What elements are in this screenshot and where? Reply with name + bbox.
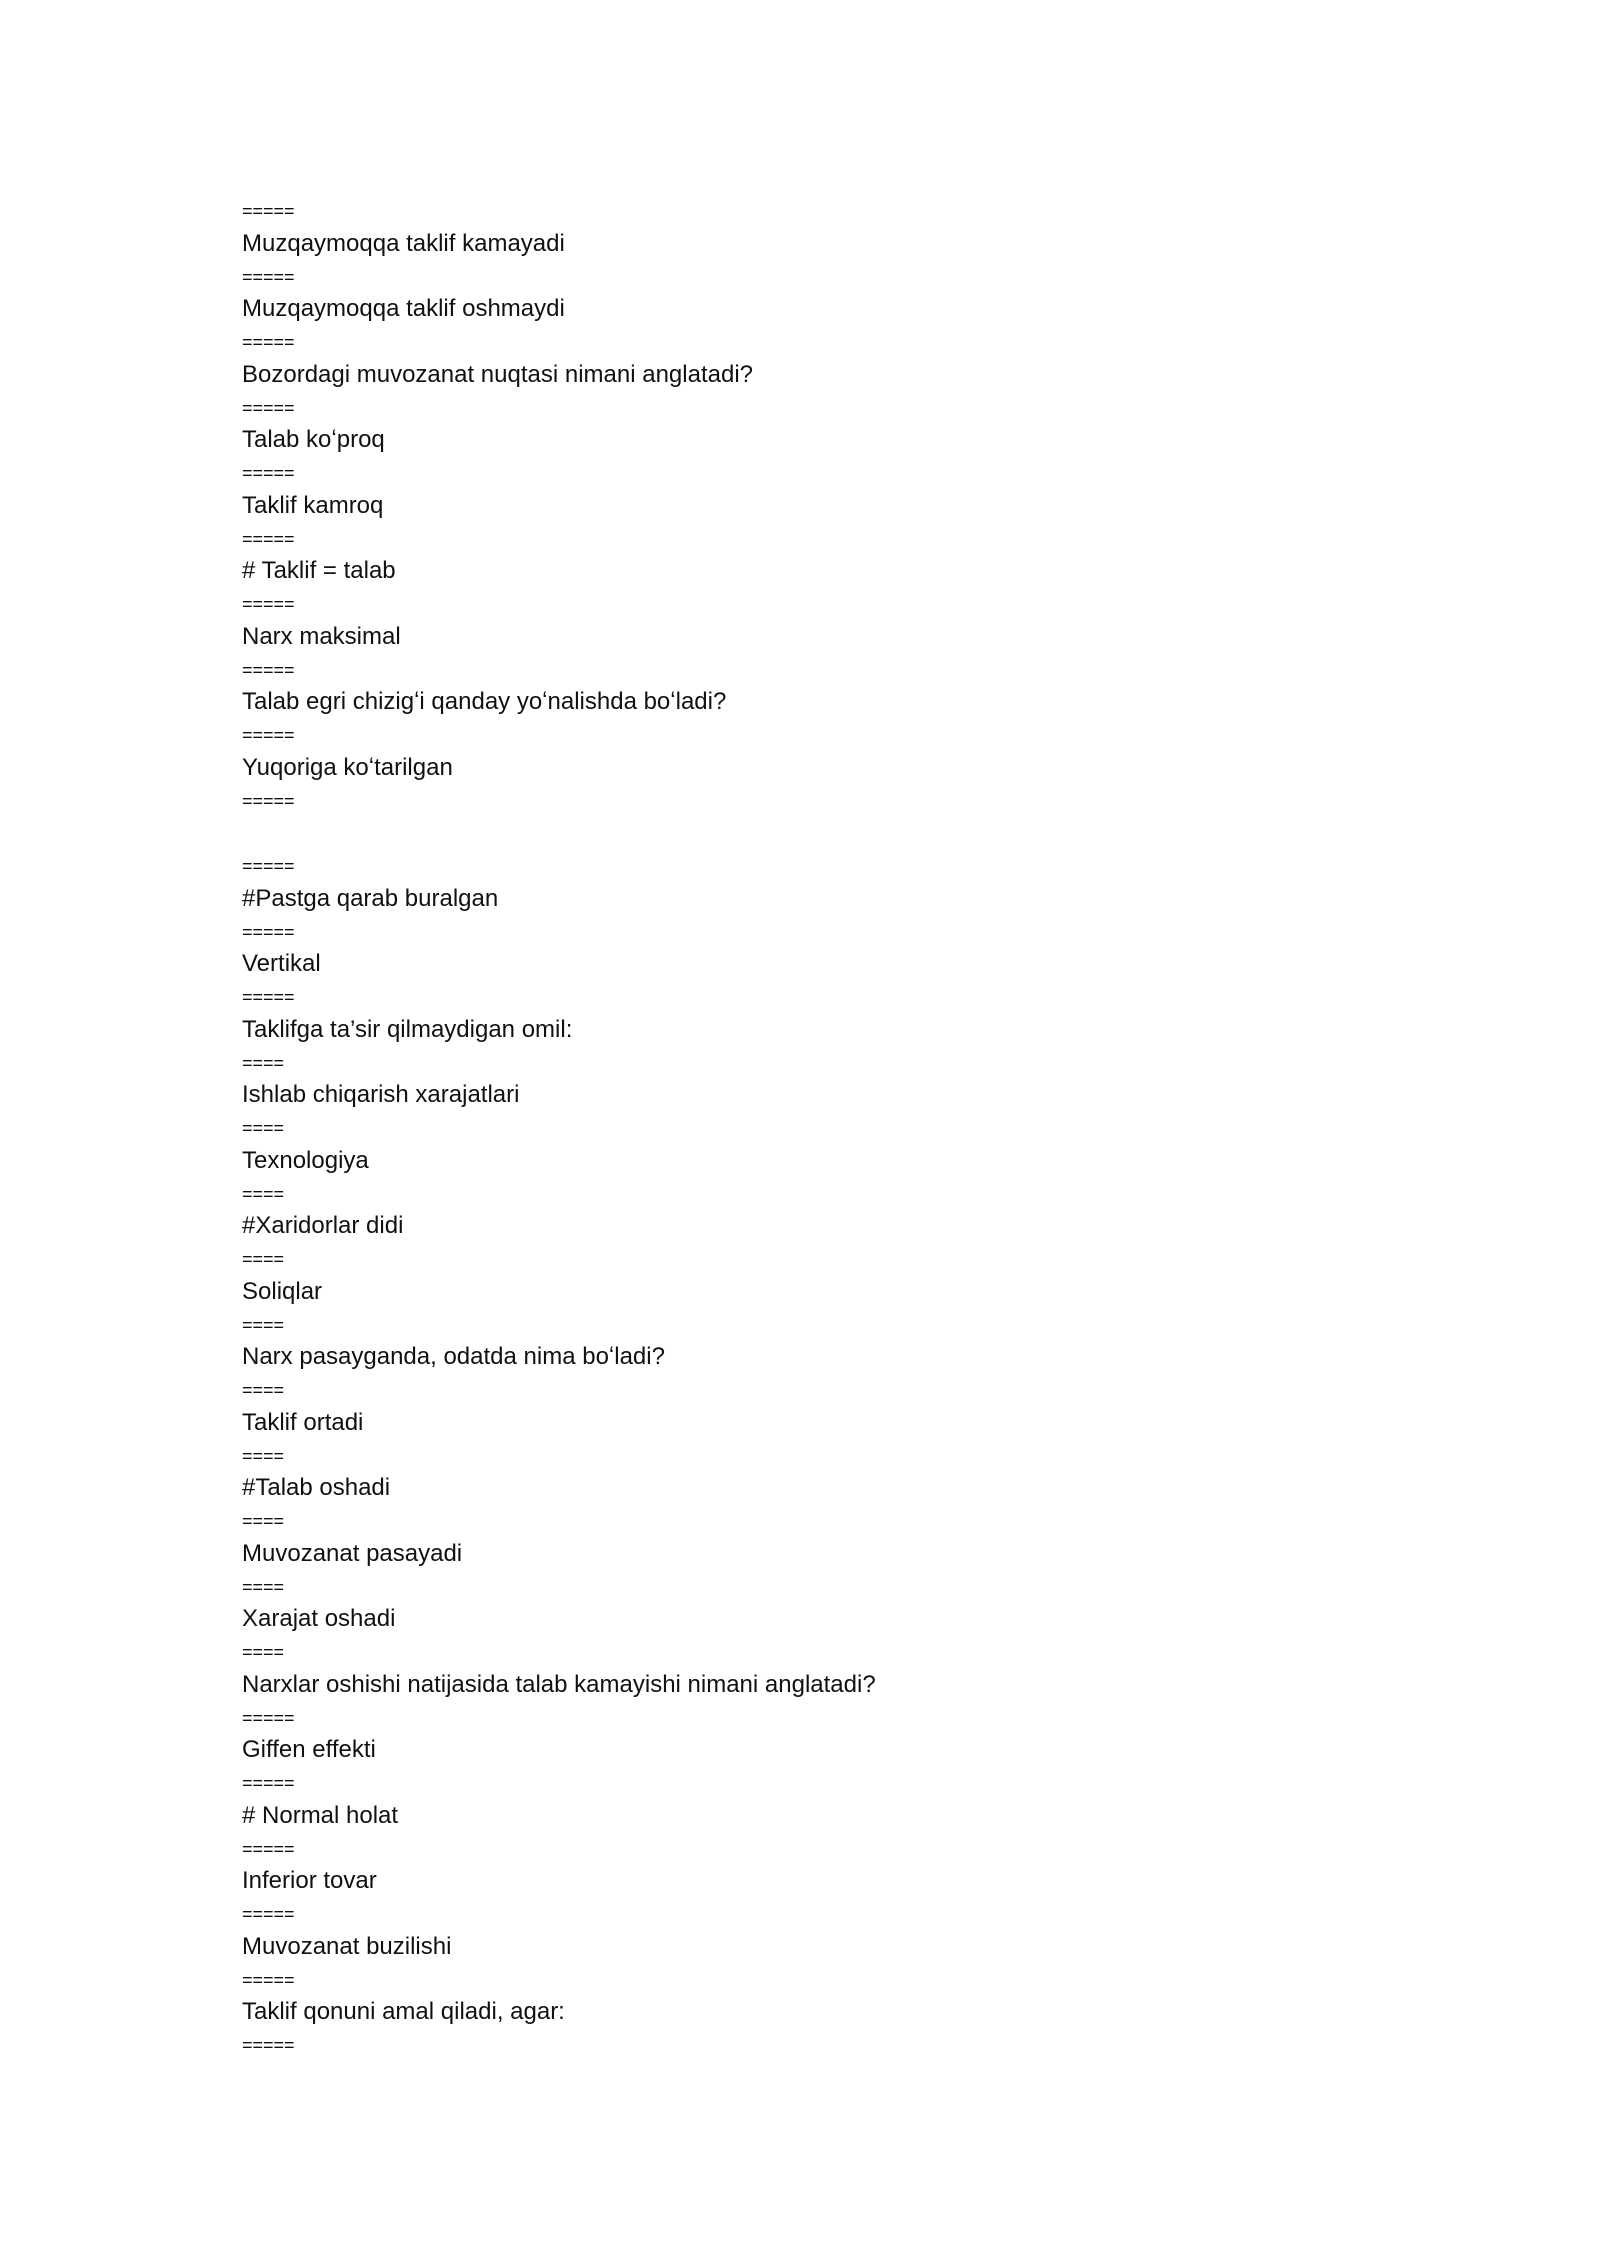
separator-line: ==== (242, 1380, 285, 1400)
separator-line: ==== (242, 1052, 285, 1073)
text-line: Taklif ortadi (242, 1408, 364, 1436)
separator-line: ===== (242, 1838, 295, 1859)
text-line: Narx pasayganda, odatda nima boʻladi? (242, 1343, 665, 1371)
text-line: Taklifga ta’sir qilmaydigan omil: (242, 1015, 573, 1043)
text-line: Texnologiya (242, 1146, 369, 1174)
separator-line: ===== (242, 594, 295, 614)
text-line: Narx maksimal (242, 622, 401, 650)
text-line: #Talab oshadi (242, 1474, 391, 1502)
text-line: Taklif qonuni amal qiladi, agar: (242, 1998, 565, 2026)
text-line: Muvozanat pasayadi (242, 1539, 463, 1567)
text-line: Giffen effekti (242, 1736, 376, 1764)
separator-line: ===== (242, 987, 295, 1007)
separator-line: ===== (242, 790, 295, 811)
text-line: Ishlab chiqarish xarajatlari (242, 1081, 520, 1109)
text-line: Taklif kamroq (242, 491, 384, 519)
text-line: Talab egri chizigʻi qanday yoʻnalishda boʻladi? (242, 688, 727, 716)
separator-line: ===== (242, 1904, 295, 1924)
separator-line: ===== (242, 1773, 295, 1793)
text-line: #Xaridorlar didi (242, 1212, 404, 1240)
separator-line: ===== (242, 266, 295, 287)
text-line: Muvozanat buzilishi (242, 1932, 452, 1960)
text-line: # Taklif = talab (242, 557, 396, 585)
text-line: Muzqaymoqqa taklif oshmaydi (242, 295, 565, 323)
separator-line: ===== (242, 1707, 295, 1728)
separator-line: ==== (242, 1118, 285, 1138)
separator-line: ==== (242, 1511, 285, 1531)
separator-line: ===== (242, 1969, 295, 1990)
text-line: # Normal holat (242, 1801, 399, 1829)
text-line (242, 817, 1442, 850)
text-line: #Pastga qarab buralgan (242, 884, 499, 912)
separator-line: ==== (242, 1314, 285, 1335)
separator-line: ===== (242, 201, 295, 221)
text-line: Xarajat oshadi (242, 1605, 396, 1633)
separator-line: ==== (242, 1576, 285, 1597)
separator-line: ===== (242, 659, 295, 680)
separator-line: ==== (242, 1642, 285, 1662)
separator-line: ===== (242, 332, 295, 352)
text-line: Bozordagi muvozanat nuqtasi nimani anglatadi? (242, 360, 753, 388)
separator-line: ===== (242, 2035, 295, 2055)
text-line: Vertikal (242, 950, 321, 978)
text-line: Soliqlar (242, 1277, 323, 1305)
separator-line: ===== (242, 397, 295, 418)
document-body (242, 195, 1442, 2062)
separator-line: ===== (242, 856, 295, 876)
text-line: Talab koʻproq (242, 426, 385, 454)
text-line: Inferior tovar (242, 1867, 377, 1895)
text-line: Yuqoriga koʻtarilgan (242, 753, 453, 781)
separator-line: ===== (242, 725, 295, 745)
separator-line: ===== (242, 528, 295, 549)
separator-line: ==== (242, 1249, 285, 1269)
separator-line: ===== (242, 921, 295, 942)
separator-line: ==== (242, 1183, 285, 1204)
separator-line: ==== (242, 1445, 285, 1466)
separator-line: ===== (242, 463, 295, 483)
text-line: Muzqaymoqqa taklif kamayadi (242, 229, 565, 257)
text-line: Narxlar oshishi natijasida talab kamayishi nimani anglatadi? (242, 1670, 876, 1698)
